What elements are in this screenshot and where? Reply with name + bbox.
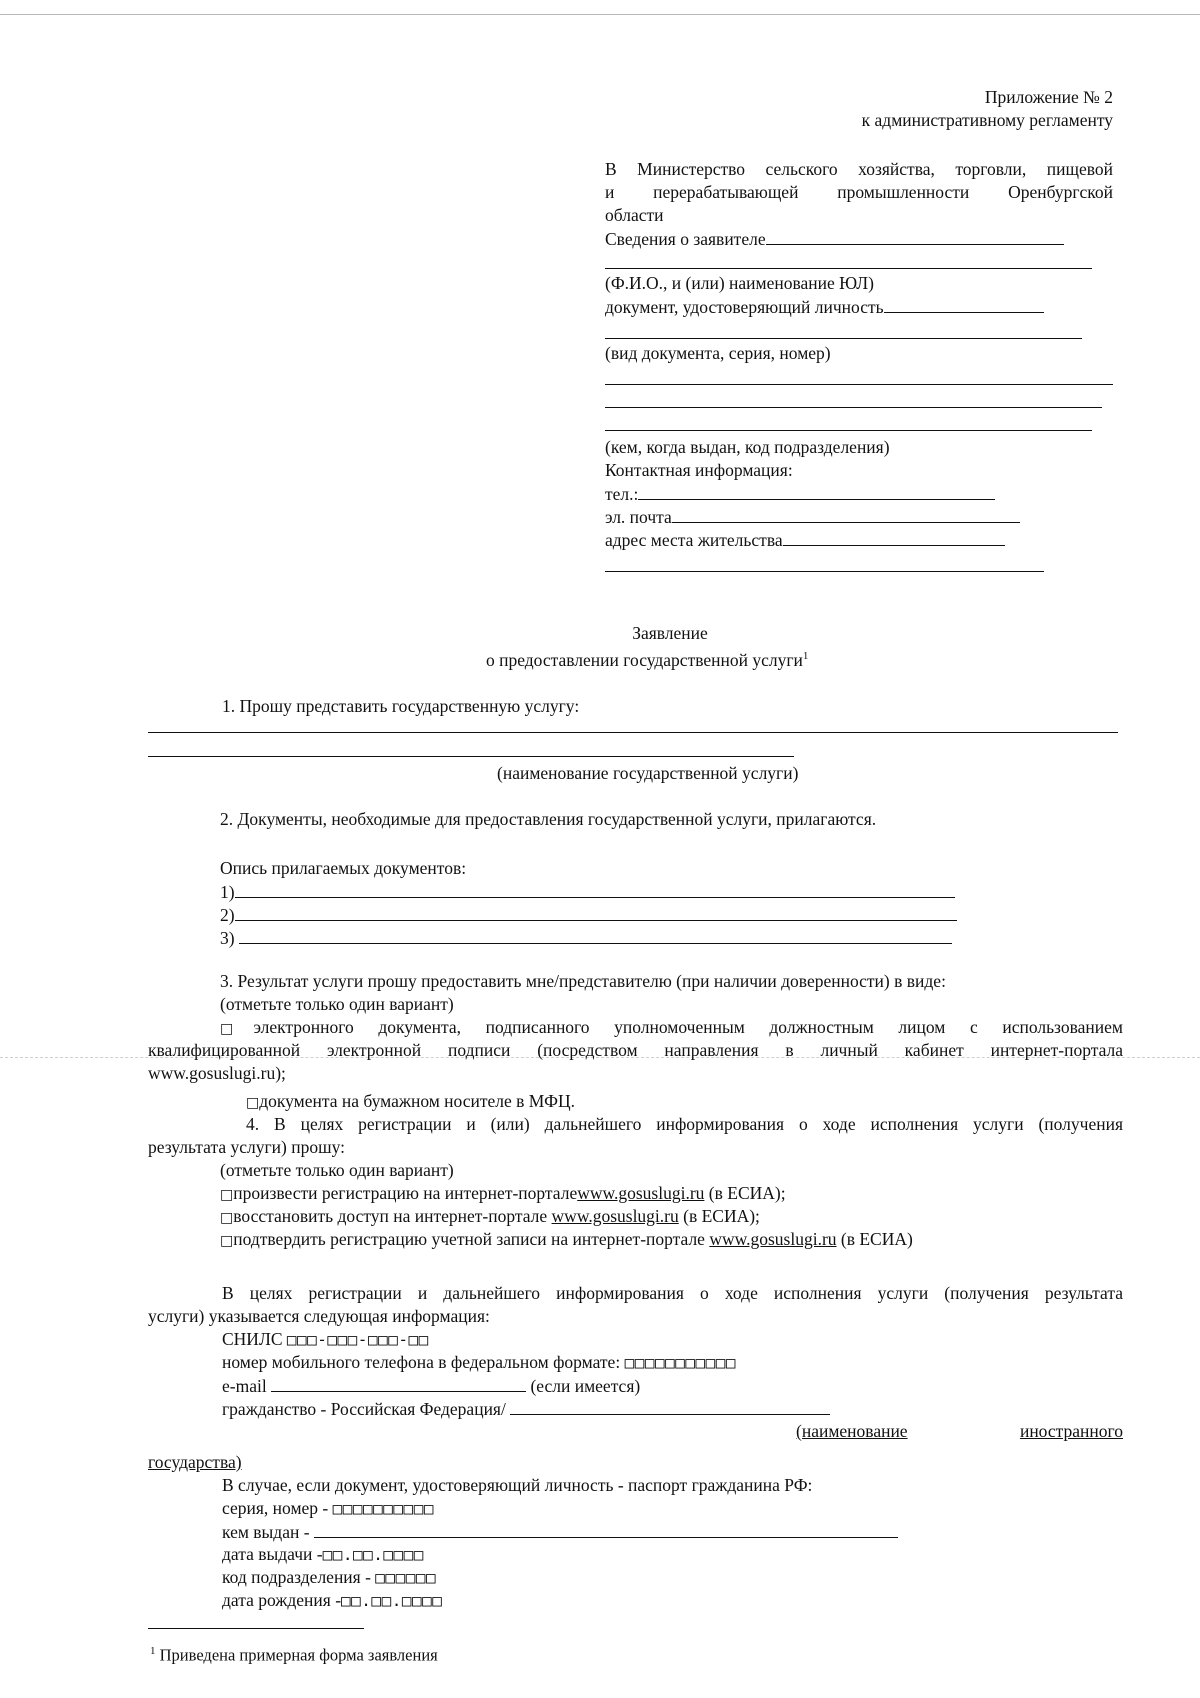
issued-caption: (кем, когда выдан, код подразделения) [605, 437, 890, 457]
passport-issue-date-mask[interactable]: □□.□□.□□□□ [322, 1545, 424, 1564]
birth-date-label: дата рождения - [222, 1590, 342, 1610]
registration-option-restore[interactable] [220, 1205, 760, 1230]
foreign-caption-b: иностранного [1019, 1421, 1123, 1441]
address-line-2[interactable] [605, 571, 1044, 572]
id-document-field[interactable] [605, 295, 1044, 319]
mobile-mask[interactable]: □□□□□□□□□□□ [624, 1353, 737, 1372]
service-name-caption: (наименование государственной услуги) [497, 763, 799, 783]
id-document-underline[interactable] [884, 295, 1044, 313]
address-label: адрес места жительства [605, 530, 783, 550]
citizenship-underline[interactable] [510, 1397, 830, 1415]
footnote [150, 1640, 438, 1667]
footnote-separator [148, 1628, 364, 1629]
info-email-note: (если имеется) [530, 1376, 641, 1396]
registration-option-register-suffix: (в ЕСИА); [704, 1183, 786, 1203]
passport-intro: В случае, если документ, удостоверяющий личность - паспорт гражданина РФ: [222, 1475, 813, 1495]
registration-option-confirm-suffix: (в ЕСИА) [836, 1229, 913, 1249]
email-label: эл. почта [605, 507, 672, 527]
inventory-item-1-underline[interactable] [235, 880, 955, 898]
section-3-note: (отметьте только один вариант) [220, 994, 454, 1014]
result-option-electronic-end: www.gosuslugi.ru); [148, 1063, 286, 1083]
result-option-paper[interactable] [246, 1090, 575, 1115]
email-field[interactable] [605, 505, 1020, 529]
inventory-label: Опись прилагаемых документов: [220, 858, 467, 878]
division-code-field[interactable] [222, 1566, 436, 1589]
id-document-caption: (вид документа, серия, номер) [605, 343, 831, 363]
inventory-item-1-number: 1) [220, 882, 235, 902]
passport-issue-date-label: дата выдачи - [222, 1544, 323, 1564]
foreign-caption-c: государства) [148, 1452, 242, 1472]
checkbox-restore[interactable]: □ [220, 1210, 234, 1226]
inventory-item-2-number: 2) [220, 905, 235, 925]
issued-line-3[interactable] [605, 430, 1092, 431]
address-field[interactable] [605, 528, 1005, 552]
info-email-underline[interactable] [271, 1374, 526, 1392]
registration-option-register-text: произвести регистрацию на интернет-портале [233, 1183, 578, 1203]
document-subtitle [486, 645, 808, 672]
citizenship-field[interactable] [222, 1397, 830, 1421]
service-name-line-2[interactable] [148, 756, 794, 757]
section-4-note: (отметьте только один вариант) [220, 1160, 454, 1180]
result-option-paper-text: документа на бумажном носителе в МФЦ. [259, 1091, 575, 1111]
gosuslugi-link-1[interactable]: www.gosuslugi.ru [577, 1183, 705, 1203]
phone-label: тел.: [605, 484, 639, 504]
checkbox-register[interactable]: □ [220, 1187, 234, 1203]
checkbox-confirm[interactable]: □ [220, 1233, 234, 1249]
passport-issued-field[interactable] [222, 1520, 898, 1544]
registration-option-confirm-text: подтвердить регистрацию учетной записи на интернет-портале [233, 1229, 710, 1249]
passport-issued-label: кем выдан - [222, 1522, 310, 1542]
id-document-line-2[interactable] [605, 338, 1082, 339]
email-field-info[interactable] [222, 1374, 640, 1398]
registration-option-confirm[interactable] [220, 1228, 913, 1253]
division-code-label: код подразделения - [222, 1567, 371, 1587]
phone-field[interactable] [605, 482, 995, 506]
issued-line-1[interactable] [605, 384, 1113, 385]
snils-mask[interactable]: □□□-□□□-□□□-□□ [286, 1330, 429, 1349]
mobile-field[interactable] [222, 1351, 736, 1374]
document-subtitle-text: о предоставлении государственной услуги [486, 649, 803, 670]
footnote-mark: 1 [150, 1645, 156, 1657]
info-intro: В целях регистрации и дальнейшего информирования о ходе исполнения услуги (получения результата [222, 1283, 1123, 1303]
checkbox-paper[interactable]: □ [246, 1095, 260, 1111]
inventory-item-3-number: 3) [220, 928, 235, 948]
applicant-info-field[interactable] [605, 227, 1064, 251]
birth-date-field[interactable] [222, 1589, 442, 1612]
checkbox-electronic[interactable]: □ [220, 1021, 254, 1037]
contact-label: Контактная информация: [605, 460, 793, 480]
addressee-line-2: и перерабатывающей промышленности Оренбургской [605, 182, 1113, 202]
phone-underline[interactable] [638, 482, 995, 500]
passport-series-label: серия, номер - [222, 1498, 329, 1518]
footnote-reference: 1 [802, 650, 809, 662]
fio-caption: (Ф.И.О., и (или) наименование ЮЛ) [605, 273, 874, 293]
service-name-line-1[interactable] [148, 732, 1118, 733]
applicant-info-label: Сведения о заявителе [605, 229, 766, 249]
passport-series-mask[interactable]: □□□□□□□□□□ [332, 1499, 434, 1518]
section-3-text: 3. Результат услуги прошу предоставить мне/представителю (при наличии доверенности) в виде: [220, 971, 946, 991]
address-underline[interactable] [783, 528, 1005, 546]
passport-issue-date-field[interactable] [222, 1543, 424, 1566]
gosuslugi-link-2[interactable]: www.gosuslugi.ru [551, 1206, 679, 1226]
appendix-subtitle: к административному регламенту [861, 110, 1113, 130]
mobile-label: номер мобильного телефона в федеральном формате: [222, 1352, 621, 1372]
info-intro-cont: услуги) указывается следующая информация: [148, 1306, 490, 1326]
info-email-label: e-mail [222, 1376, 267, 1396]
issued-line-2[interactable] [605, 407, 1102, 408]
section-2-text: 2. Документы, необходимые для предоставления государственной услуги, прилагаются. [220, 809, 877, 829]
section-4-text: 4. В целях регистрации и (или) дальнейшего информирования о ходе исполнения услуги (получения [246, 1114, 1123, 1134]
addressee-line-1: В Министерство сельского хозяйства, торговли, пищевой [605, 159, 1113, 179]
applicant-info-underline[interactable] [766, 227, 1064, 245]
addressee-line-3: области [605, 205, 664, 225]
inventory-item-2[interactable] [220, 903, 957, 927]
registration-option-restore-text: восстановить доступ на интернет-портале [233, 1206, 552, 1226]
citizenship-label: гражданство - Российская Федерация/ [222, 1399, 506, 1419]
registration-option-register[interactable] [220, 1182, 786, 1207]
snils-label: СНИЛС [222, 1329, 283, 1349]
scan-border-top [0, 14, 1200, 15]
appendix-number: Приложение № 2 [984, 87, 1113, 107]
inventory-item-3-underline[interactable] [239, 926, 952, 944]
section-1-text: 1. Прошу представить государственную услугу: [222, 696, 580, 716]
document-title: Заявление [632, 623, 708, 643]
email-underline[interactable] [672, 505, 1020, 523]
birth-date-mask[interactable]: □□.□□.□□□□ [341, 1591, 443, 1610]
result-option-electronic-cont: квалифицированной электронной подписи (посредством направления в личный кабинет интернет-портала [148, 1040, 1123, 1060]
id-document-label: документ, удостоверяющий личность [605, 297, 884, 317]
foreign-caption-a: (наименование [796, 1421, 908, 1441]
inventory-item-1[interactable] [220, 880, 955, 904]
inventory-item-2-underline[interactable] [235, 903, 957, 921]
applicant-info-line-2[interactable] [605, 268, 1092, 269]
result-option-electronic[interactable] [220, 1016, 1123, 1041]
snils-field[interactable] [222, 1328, 429, 1351]
registration-option-restore-suffix: (в ЕСИА); [678, 1206, 760, 1226]
passport-issued-underline[interactable] [314, 1520, 898, 1538]
passport-series-field[interactable] [222, 1497, 434, 1520]
footnote-text: Приведена примерная форма заявления [159, 1645, 438, 1665]
inventory-item-3[interactable] [220, 926, 952, 950]
gosuslugi-link-3[interactable]: www.gosuslugi.ru [709, 1229, 837, 1249]
result-option-electronic-text: электронного документа, подписанного уполномоченным должностным лицом с использованием [253, 1017, 1123, 1037]
section-4-text-cont: результата услуги) прошу: [148, 1137, 345, 1157]
division-code-mask[interactable]: □□□□□□ [375, 1568, 437, 1587]
